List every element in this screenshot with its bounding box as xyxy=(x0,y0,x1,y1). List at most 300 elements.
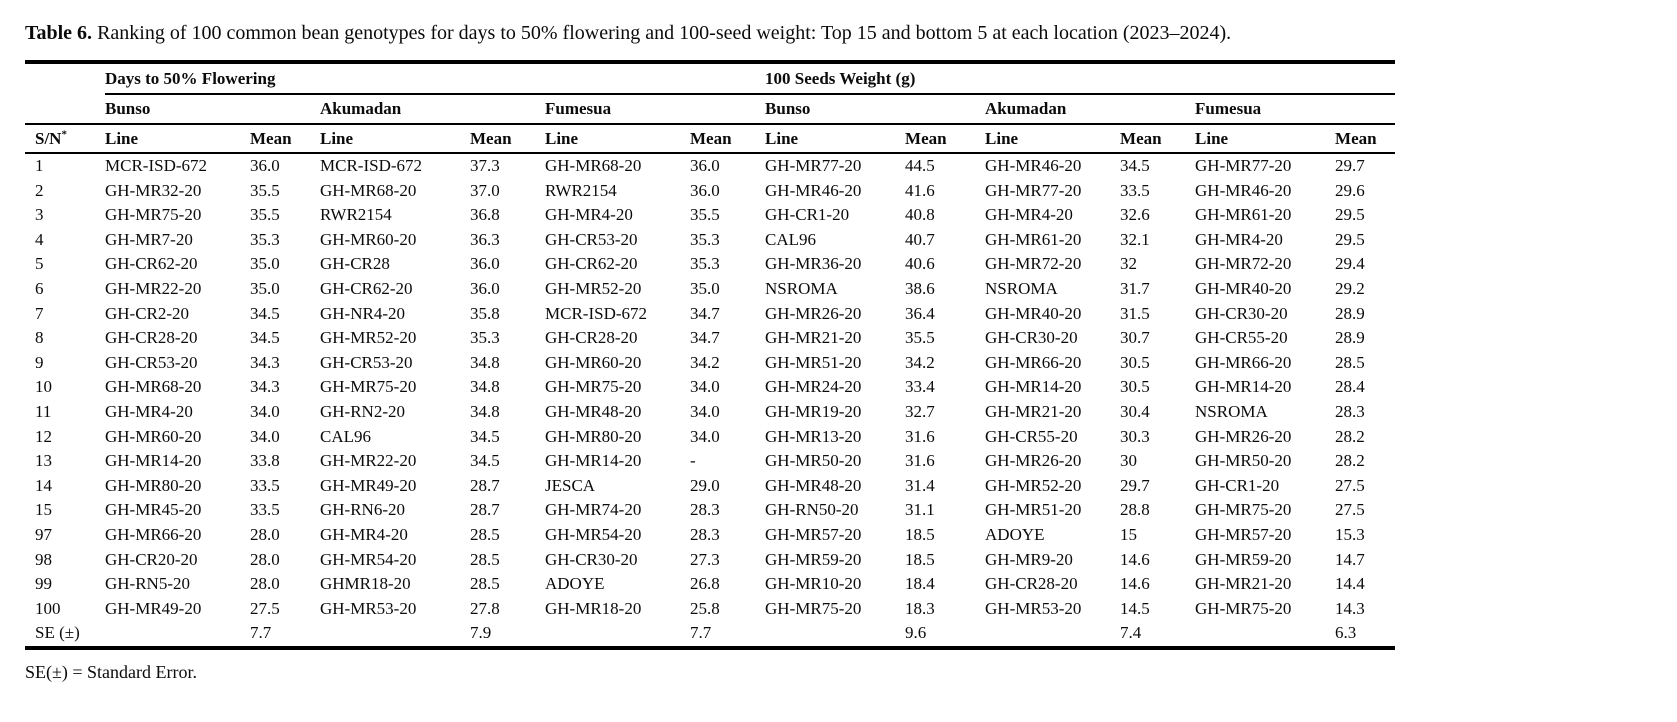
line-cell: GH-MR10-20 xyxy=(765,574,862,594)
line-cell: GH-MR4-20 xyxy=(105,401,193,421)
mean-cell: 35.3 xyxy=(250,229,280,249)
mean-header: Mean xyxy=(690,124,765,153)
line-cell: GH-CR1-20 xyxy=(1195,475,1280,495)
line-cell: GH-MR46-20 xyxy=(985,156,1082,175)
mean-cell: 36.0 xyxy=(690,180,720,200)
mean-cell: 35.0 xyxy=(250,278,280,298)
line-cell: GH-MR48-20 xyxy=(765,475,862,495)
line-cell: GH-MR61-20 xyxy=(1195,205,1292,225)
line-cell: GH-MR9-20 xyxy=(985,549,1073,569)
location-header-akumadan-flowering: Akumadan xyxy=(320,94,545,124)
mean-cell: 31.6 xyxy=(905,426,935,446)
line-cell: GH-MR52-20 xyxy=(320,328,417,348)
mean-cell: 28.3 xyxy=(690,524,720,544)
mean-cell: 26.8 xyxy=(690,574,720,594)
serial-number-cell: 1 xyxy=(35,156,44,175)
line-cell xyxy=(765,621,905,648)
genotype-row xyxy=(25,277,1395,302)
mean-cell: 15.3 xyxy=(1335,524,1365,544)
line-cell: GH-CR28-20 xyxy=(985,574,1078,594)
line-cell: NSROMA xyxy=(1195,401,1268,421)
mean-cell: 34.8 xyxy=(470,401,500,421)
genotype-row xyxy=(25,153,1395,179)
se-value-cell: 7.7 xyxy=(690,623,712,643)
genotype-row xyxy=(25,425,1395,450)
line-cell: GH-MR52-20 xyxy=(545,278,642,298)
location-spacer-cell xyxy=(25,94,105,124)
line-cell: GH-MR54-20 xyxy=(320,549,417,569)
serial-number-cell: 6 xyxy=(35,278,44,298)
mean-cell: 31.5 xyxy=(1120,303,1150,323)
se-value-cell: 9.6 xyxy=(905,623,927,643)
mean-cell: 34.8 xyxy=(470,377,500,397)
mean-cell: 29.5 xyxy=(1335,229,1365,249)
location-header-row xyxy=(25,94,1395,124)
line-cell: JESCA xyxy=(545,475,596,495)
se-label-cell: SE (±) xyxy=(35,623,80,643)
mean-cell: 30.4 xyxy=(1120,401,1150,421)
mean-cell: 29.4 xyxy=(1335,254,1365,274)
line-cell: GH-MR4-20 xyxy=(985,205,1073,225)
line-cell: GH-CR28-20 xyxy=(545,328,638,348)
mean-cell: 34.5 xyxy=(250,328,280,348)
mean-cell: 29.0 xyxy=(690,475,720,495)
line-cell: GH-MR46-20 xyxy=(765,180,862,200)
table-caption xyxy=(25,20,1677,46)
line-cell: GH-MR26-20 xyxy=(1195,426,1292,446)
line-cell: GH-CR55-20 xyxy=(1195,328,1288,348)
line-cell: GH-MR18-20 xyxy=(545,598,642,618)
line-cell: NSROMA xyxy=(985,278,1058,298)
line-cell: GH-CR53-20 xyxy=(320,352,413,372)
mean-cell: 36.0 xyxy=(470,254,500,274)
mean-cell: 31.6 xyxy=(905,451,935,471)
line-cell: GH-MR75-20 xyxy=(320,377,417,397)
mean-cell: 28.0 xyxy=(250,524,280,544)
serial-number-cell: 13 xyxy=(35,451,52,471)
mean-cell: 28.7 xyxy=(470,500,500,520)
mean-cell: 28.8 xyxy=(1120,500,1150,520)
line-cell: GH-MR53-20 xyxy=(320,598,417,618)
serial-number-cell: 2 xyxy=(35,180,44,200)
location-header-bunso-seed: Bunso xyxy=(765,94,985,124)
genotype-row xyxy=(25,302,1395,327)
mean-cell: 14.6 xyxy=(1120,549,1150,569)
mean-cell: 36.3 xyxy=(470,229,500,249)
line-cell: GH-MR14-20 xyxy=(545,451,642,471)
mean-cell: 36.8 xyxy=(470,205,500,225)
line-cell xyxy=(545,621,690,648)
mean-cell: 28.2 xyxy=(1335,426,1365,446)
mean-cell: 29.5 xyxy=(1335,205,1365,225)
mean-cell: 32.6 xyxy=(1120,205,1150,225)
mean-cell: 27.5 xyxy=(250,598,280,618)
mean-cell: 31.1 xyxy=(905,500,935,520)
line-cell: GH-MR60-20 xyxy=(105,426,202,446)
genotype-row xyxy=(25,449,1395,474)
mean-cell: 31.4 xyxy=(905,475,935,495)
mean-cell: 28.5 xyxy=(470,574,500,594)
mean-cell: 28.2 xyxy=(1335,451,1365,471)
line-cell: GH-MR51-20 xyxy=(985,500,1082,520)
corner-cell xyxy=(25,62,105,94)
line-cell: GH-RN50-20 xyxy=(765,500,859,520)
se-value-cell: 7.9 xyxy=(470,623,492,643)
line-cell: GH-MR4-20 xyxy=(545,205,633,225)
genotype-row xyxy=(25,597,1395,622)
table-caption-label: Table 6. xyxy=(25,22,93,44)
line-cell: GH-MR14-20 xyxy=(105,451,202,471)
mean-cell: 35.3 xyxy=(690,254,720,274)
mean-header: Mean xyxy=(1335,124,1395,153)
genotype-row xyxy=(25,400,1395,425)
mean-cell: 35.0 xyxy=(250,254,280,274)
mean-cell: 32.1 xyxy=(1120,229,1150,249)
line-header: Line xyxy=(545,124,690,153)
location-header-bunso-flowering: Bunso xyxy=(105,94,320,124)
standard-error-row xyxy=(25,621,1395,648)
genotype-row xyxy=(25,203,1395,228)
line-cell: GH-MR75-20 xyxy=(545,377,642,397)
line-cell: GH-MR14-20 xyxy=(1195,377,1292,397)
mean-cell: 33.4 xyxy=(905,377,935,397)
genotype-row xyxy=(25,498,1395,523)
line-header: Line xyxy=(765,124,905,153)
line-cell xyxy=(985,621,1120,648)
line-cell: ADOYE xyxy=(985,524,1045,544)
mean-cell: 34.7 xyxy=(690,328,720,348)
line-cell: GH-MR53-20 xyxy=(985,598,1082,618)
genotype-ranking-table xyxy=(25,60,1395,650)
mean-header: Mean xyxy=(905,124,985,153)
mean-cell: 28.0 xyxy=(250,549,280,569)
mean-cell: 28.5 xyxy=(470,549,500,569)
mean-cell: 33.8 xyxy=(250,451,280,471)
mean-cell: 30.5 xyxy=(1120,352,1150,372)
serial-number-cell: 8 xyxy=(35,328,44,348)
line-cell: MCR-ISD-672 xyxy=(320,156,423,175)
mean-cell: 35.8 xyxy=(470,303,500,323)
line-cell: GH-CR30-20 xyxy=(1195,303,1288,323)
mean-cell: 37.3 xyxy=(470,156,500,175)
line-header: Line xyxy=(105,124,250,153)
line-cell: GH-MR7-20 xyxy=(105,229,193,249)
line-cell: CAL96 xyxy=(765,229,817,249)
line-cell: GH-MR57-20 xyxy=(765,524,862,544)
genotype-row xyxy=(25,375,1395,400)
serial-number-cell: 99 xyxy=(35,574,52,594)
mean-cell: 34.3 xyxy=(250,377,280,397)
line-cell: GH-MR74-20 xyxy=(545,500,642,520)
mean-cell: 29.7 xyxy=(1120,475,1150,495)
location-header-fumesua-flowering: Fumesua xyxy=(545,94,765,124)
mean-cell: 14.7 xyxy=(1335,549,1365,569)
line-cell: ADOYE xyxy=(545,574,605,594)
mean-header: Mean xyxy=(1120,124,1195,153)
se-value-cell: 7.7 xyxy=(250,623,272,643)
mean-cell: 14.5 xyxy=(1120,598,1150,618)
line-cell: GH-MR14-20 xyxy=(985,377,1082,397)
line-cell: GH-MR75-20 xyxy=(765,598,862,618)
mean-cell: 34.0 xyxy=(690,401,720,421)
line-cell: GH-RN6-20 xyxy=(320,500,405,520)
serial-number-cell: 11 xyxy=(35,401,52,421)
mean-cell: 40.6 xyxy=(905,254,935,274)
mean-cell: 28.4 xyxy=(1335,377,1365,397)
mean-cell: 36.4 xyxy=(905,303,935,323)
line-cell: GHMR18-20 xyxy=(320,574,411,594)
line-cell: GH-MR19-20 xyxy=(765,401,862,421)
mean-cell: 27.3 xyxy=(690,549,720,569)
line-cell: GH-MR66-20 xyxy=(1195,352,1292,372)
mean-cell: 35.5 xyxy=(690,205,720,225)
mean-cell: 38.6 xyxy=(905,278,935,298)
mean-cell: 29.2 xyxy=(1335,278,1365,298)
line-cell: GH-CR53-20 xyxy=(545,229,638,249)
mean-cell: 18.5 xyxy=(905,524,935,544)
serial-number-cell: 98 xyxy=(35,549,52,569)
line-cell: GH-MR4-20 xyxy=(320,524,408,544)
line-cell: GH-MR68-20 xyxy=(320,180,417,200)
se-value-cell: 7.4 xyxy=(1120,623,1142,643)
line-cell: GH-MR68-20 xyxy=(105,377,202,397)
mean-cell: 36.0 xyxy=(690,156,720,175)
line-cell: GH-MR60-20 xyxy=(545,352,642,372)
line-cell xyxy=(1195,621,1335,648)
mean-cell: 28.0 xyxy=(250,574,280,594)
group-header-flowering: Days to 50% Flowering xyxy=(105,62,765,94)
mean-cell: 35.3 xyxy=(470,328,500,348)
serial-number-cell: 4 xyxy=(35,229,44,249)
line-cell: GH-CR62-20 xyxy=(545,254,638,274)
mean-cell: 41.6 xyxy=(905,180,935,200)
line-cell: GH-MR40-20 xyxy=(1195,278,1292,298)
line-cell: GH-CR30-20 xyxy=(985,328,1078,348)
mean-cell: 14.6 xyxy=(1120,574,1150,594)
mean-cell: 34.0 xyxy=(690,426,720,446)
mean-cell: 15 xyxy=(1120,524,1138,544)
line-cell xyxy=(105,621,250,648)
mean-cell: 35.5 xyxy=(250,205,280,225)
mean-cell: 34.2 xyxy=(690,352,720,372)
sn-header-text: S/N xyxy=(35,128,62,148)
genotype-row xyxy=(25,523,1395,548)
mean-cell: 28.9 xyxy=(1335,328,1365,348)
line-cell: GH-MR48-20 xyxy=(545,401,642,421)
line-cell: RWR2154 xyxy=(320,205,392,225)
mean-cell: 34.0 xyxy=(250,401,280,421)
mean-cell: 35.3 xyxy=(690,229,720,249)
line-cell: GH-CR55-20 xyxy=(985,426,1078,446)
line-cell: RWR2154 xyxy=(545,180,617,200)
mean-cell: 18.5 xyxy=(905,549,935,569)
mean-cell: 34.0 xyxy=(690,377,720,397)
line-cell: GH-MR46-20 xyxy=(1195,180,1292,200)
line-cell: GH-MR77-20 xyxy=(1195,156,1292,175)
line-cell: GH-CR62-20 xyxy=(320,278,413,298)
serial-number-cell: 7 xyxy=(35,303,44,323)
line-cell: GH-MR60-20 xyxy=(320,229,417,249)
line-cell: GH-MR75-20 xyxy=(105,205,202,225)
mean-cell: 33.5 xyxy=(250,500,280,520)
line-cell: GH-MR32-20 xyxy=(105,180,202,200)
line-cell: GH-MR80-20 xyxy=(105,475,202,495)
mean-cell: - xyxy=(690,451,696,471)
mean-cell: 18.3 xyxy=(905,598,935,618)
mean-cell: 28.7 xyxy=(470,475,500,495)
genotype-row xyxy=(25,572,1395,597)
mean-cell: 40.7 xyxy=(905,229,935,249)
mean-header: Mean xyxy=(470,124,545,153)
mean-cell: 44.5 xyxy=(905,156,935,175)
line-cell: GH-MR77-20 xyxy=(765,156,862,175)
line-cell: GH-MR21-20 xyxy=(1195,574,1292,594)
sn-header xyxy=(25,124,105,153)
mean-cell: 34.5 xyxy=(470,426,500,446)
mean-cell: 30.5 xyxy=(1120,377,1150,397)
line-cell: MCR-ISD-672 xyxy=(545,303,648,323)
line-cell: GH-MR51-20 xyxy=(765,352,862,372)
line-cell: GH-MR66-20 xyxy=(985,352,1082,372)
mean-cell: 34.5 xyxy=(250,303,280,323)
mean-header: Mean xyxy=(250,124,320,153)
mean-cell: 14.3 xyxy=(1335,598,1365,618)
line-cell: GH-MR57-20 xyxy=(1195,524,1292,544)
mean-cell: 28.5 xyxy=(470,524,500,544)
line-cell xyxy=(320,621,470,648)
mean-cell: 32.7 xyxy=(905,401,935,421)
mean-cell: 34.5 xyxy=(1120,156,1150,175)
line-cell: GH-MR4-20 xyxy=(1195,229,1283,249)
line-cell: MCR-ISD-672 xyxy=(105,156,208,175)
line-cell: GH-MR77-20 xyxy=(985,180,1082,200)
line-header: Line xyxy=(1195,124,1335,153)
mean-cell: 31.7 xyxy=(1120,278,1150,298)
footnote: SE(±) = Standard Error. xyxy=(25,661,197,682)
mean-cell: 28.3 xyxy=(690,500,720,520)
genotype-row xyxy=(25,351,1395,376)
line-cell: GH-MR21-20 xyxy=(765,328,862,348)
line-cell: GH-CR62-20 xyxy=(105,254,198,274)
mean-cell: 14.4 xyxy=(1335,574,1365,594)
line-cell: GH-CR28-20 xyxy=(105,328,198,348)
line-cell: GH-MR49-20 xyxy=(105,598,202,618)
line-cell: GH-MR59-20 xyxy=(765,549,862,569)
line-cell: GH-MR24-20 xyxy=(765,377,862,397)
mean-cell: 40.8 xyxy=(905,205,935,225)
mean-cell: 30 xyxy=(1120,451,1138,471)
location-header-akumadan-seed: Akumadan xyxy=(985,94,1195,124)
line-cell: GH-MR36-20 xyxy=(765,254,862,274)
line-cell: GH-MR50-20 xyxy=(1195,451,1292,471)
mean-cell: 30.7 xyxy=(1120,328,1150,348)
location-header-fumesua-seed: Fumesua xyxy=(1195,94,1395,124)
line-cell: GH-MR22-20 xyxy=(105,278,202,298)
mean-cell: 34.2 xyxy=(905,352,935,372)
genotype-row xyxy=(25,179,1395,204)
mean-cell: 29.6 xyxy=(1335,180,1365,200)
line-cell: GH-MR26-20 xyxy=(985,451,1082,471)
line-cell: GH-MR80-20 xyxy=(545,426,642,446)
mean-cell: 18.4 xyxy=(905,574,935,594)
line-cell: GH-CR20-20 xyxy=(105,549,198,569)
table-caption-text: Ranking of 100 common bean genotypes for days to 50% flowering and 100-seed weight: Top 15 and bottom 5 at each location (2023–2024). xyxy=(92,22,1232,44)
mean-cell: 36.0 xyxy=(470,278,500,298)
mean-cell: 28.5 xyxy=(1335,352,1365,372)
serial-number-cell: 97 xyxy=(35,524,52,544)
genotype-row xyxy=(25,252,1395,277)
mean-cell: 33.5 xyxy=(250,475,280,495)
line-cell: GH-NR4-20 xyxy=(320,303,405,323)
line-cell: GH-MR72-20 xyxy=(985,254,1082,274)
mean-cell: 27.5 xyxy=(1335,475,1365,495)
mean-cell: 34.7 xyxy=(690,303,720,323)
mean-cell: 32 xyxy=(1120,254,1138,274)
line-cell: GH-MR68-20 xyxy=(545,156,642,175)
mean-cell: 35.5 xyxy=(250,180,280,200)
mean-cell: 34.5 xyxy=(470,451,500,471)
genotype-row xyxy=(25,548,1395,573)
line-cell: GH-MR50-20 xyxy=(765,451,862,471)
group-header-row xyxy=(25,62,1395,94)
genotype-row xyxy=(25,326,1395,351)
mean-cell: 35.5 xyxy=(905,328,935,348)
line-cell: GH-CR30-20 xyxy=(545,549,638,569)
mean-cell: 37.0 xyxy=(470,180,500,200)
line-cell: GH-MR66-20 xyxy=(105,524,202,544)
mean-cell: 25.8 xyxy=(690,598,720,618)
line-cell: GH-MR75-20 xyxy=(1195,598,1292,618)
line-header: Line xyxy=(320,124,470,153)
mean-cell: 34.8 xyxy=(470,352,500,372)
group-header-seed-weight: 100 Seeds Weight (g) xyxy=(765,62,1395,94)
mean-cell: 29.7 xyxy=(1335,156,1365,175)
line-cell: GH-MR54-20 xyxy=(545,524,642,544)
line-cell: GH-MR59-20 xyxy=(1195,549,1292,569)
line-cell: GH-RN5-20 xyxy=(105,574,190,594)
mean-cell: 27.8 xyxy=(470,598,500,618)
mean-cell: 27.5 xyxy=(1335,500,1365,520)
line-cell: GH-RN2-20 xyxy=(320,401,405,421)
table-body xyxy=(25,153,1395,621)
line-header: Line xyxy=(985,124,1120,153)
sn-header-superscript: * xyxy=(61,127,67,140)
serial-number-cell: 12 xyxy=(35,426,52,446)
mean-cell: 34.0 xyxy=(250,426,280,446)
mean-cell: 36.0 xyxy=(250,156,280,175)
mean-cell: 34.3 xyxy=(250,352,280,372)
se-value-cell: 6.3 xyxy=(1335,623,1357,643)
line-cell: GH-MR72-20 xyxy=(1195,254,1292,274)
serial-number-cell: 14 xyxy=(35,475,52,495)
mean-cell: 30.3 xyxy=(1120,426,1150,446)
mean-cell: 35.0 xyxy=(690,278,720,298)
line-cell: GH-MR61-20 xyxy=(985,229,1082,249)
line-cell: GH-MR13-20 xyxy=(765,426,862,446)
line-cell: GH-CR53-20 xyxy=(105,352,198,372)
line-cell: CAL96 xyxy=(320,426,371,446)
serial-number-cell: 5 xyxy=(35,254,44,274)
line-cell: GH-CR2-20 xyxy=(105,303,190,323)
serial-number-cell: 100 xyxy=(35,598,61,618)
line-cell: GH-MR52-20 xyxy=(985,475,1082,495)
line-cell: GH-MR40-20 xyxy=(985,303,1082,323)
line-cell: GH-MR75-20 xyxy=(1195,500,1292,520)
genotype-row xyxy=(25,474,1395,499)
serial-number-cell: 3 xyxy=(35,205,44,225)
line-cell: NSROMA xyxy=(765,278,838,298)
line-cell: GH-CR28 xyxy=(320,254,390,274)
